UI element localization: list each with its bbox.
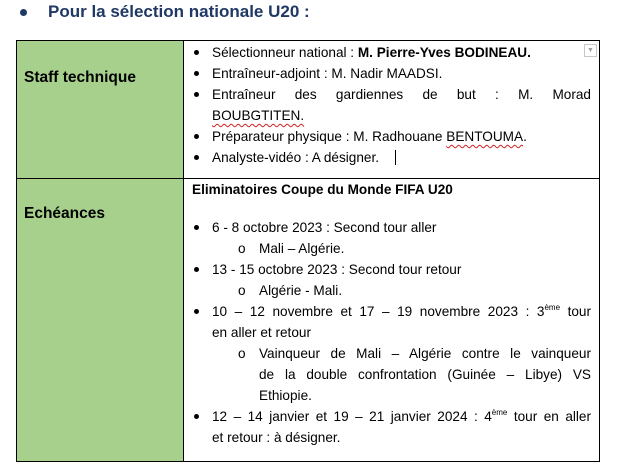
list-item (184, 42, 599, 63)
staff-content-cell[interactable] (184, 41, 600, 179)
list-item (184, 147, 599, 168)
echeance-sub-text: Mali – Algérie. (259, 241, 345, 256)
table-row-echeances (17, 179, 600, 462)
echeance-text-end: tour en aller (507, 409, 592, 424)
staff-item-name: BOUBGTITEN. (212, 108, 305, 123)
echeance-text: 10 – 12 novembre et 17 – 19 novembre 2023 : 3 (212, 304, 545, 319)
bullet-icon (194, 309, 199, 314)
bullet-icon (194, 92, 199, 97)
staff-label: Staff technique (24, 69, 136, 86)
staff-item-prefix: Sélectionneur national : (212, 45, 358, 60)
section-heading (20, 0, 310, 24)
table-row-staff (17, 41, 600, 179)
sub-list-item (184, 238, 599, 259)
staff-item-prefix: Préparateur physique : M. Radhouane (212, 129, 447, 144)
staff-item-text: Entraîneur-adjoint : M. Nadir MAADSI. (212, 66, 443, 81)
staff-item-suffix: . (523, 129, 527, 144)
list-item (184, 259, 599, 280)
echeance-sub-text: Algérie - Mali. (259, 283, 343, 298)
bullet-icon (194, 414, 199, 419)
echeance-sup: ème (491, 408, 508, 417)
selection-table (16, 40, 600, 462)
staff-label-cell (17, 41, 184, 179)
echeance-sub-line: Vainqueur de Mali – Algérie contre le vainqueur (259, 346, 591, 361)
echeance-text-end: tour (560, 304, 591, 319)
list-item (184, 217, 599, 238)
staff-item-line: Entraîneur des gardiennes de but : M. Morad (212, 87, 591, 102)
heading-text: Pour la sélection nationale U20 : (48, 2, 310, 21)
bullet-icon (194, 50, 199, 55)
echeance-sub-line: de la double confrontation (Guinée – Libye) VS (259, 367, 591, 382)
echeance-text: 6 - 8 octobre 2023 : Second tour aller (212, 220, 437, 235)
sub-list-item (184, 343, 599, 406)
sub-list-item (184, 280, 599, 301)
echeance-text: 12 – 14 janvier et 19 – 21 janvier 2024 : 4 (212, 409, 492, 424)
echeance-text: 13 - 15 octobre 2023 : Second tour retour (212, 262, 462, 277)
echeances-title: Eliminatoires Coupe du Monde FIFA U20 (192, 182, 453, 197)
echeance-line: en aller et retour (212, 325, 311, 340)
staff-item-name: BENTOUMA (446, 129, 524, 144)
bullet-icon (194, 134, 199, 139)
echeance-sub-line: Ethiopie. (259, 388, 312, 403)
echeance-line: et retour : à désigner. (212, 430, 341, 445)
list-item (184, 301, 599, 343)
echeances-content-cell[interactable] (184, 179, 600, 462)
heading-bullet-icon (20, 9, 27, 16)
text-cursor (395, 150, 396, 165)
staff-item-text: Analyste-vidéo : A désigner. (212, 150, 380, 165)
dropdown-arrow-icon[interactable]: ▼ (584, 44, 597, 57)
circle-bullet-icon: o (238, 283, 246, 298)
bullet-icon (194, 71, 199, 76)
echeances-label-cell (17, 179, 184, 462)
echeance-line (212, 406, 591, 427)
echeances-label: Echéances (24, 205, 105, 222)
list-item (184, 406, 599, 448)
circle-bullet-icon: o (238, 346, 246, 361)
echeance-line (212, 301, 591, 322)
bullet-icon (194, 225, 199, 230)
circle-bullet-icon: o (238, 241, 246, 256)
list-item (184, 84, 599, 126)
bullet-icon (194, 267, 199, 272)
bullet-icon (194, 155, 199, 160)
echeance-sup: ème (544, 303, 561, 312)
list-item (184, 63, 599, 84)
list-item (184, 126, 599, 147)
staff-item-name: M. Pierre-Yves BODINEAU. (357, 45, 531, 60)
